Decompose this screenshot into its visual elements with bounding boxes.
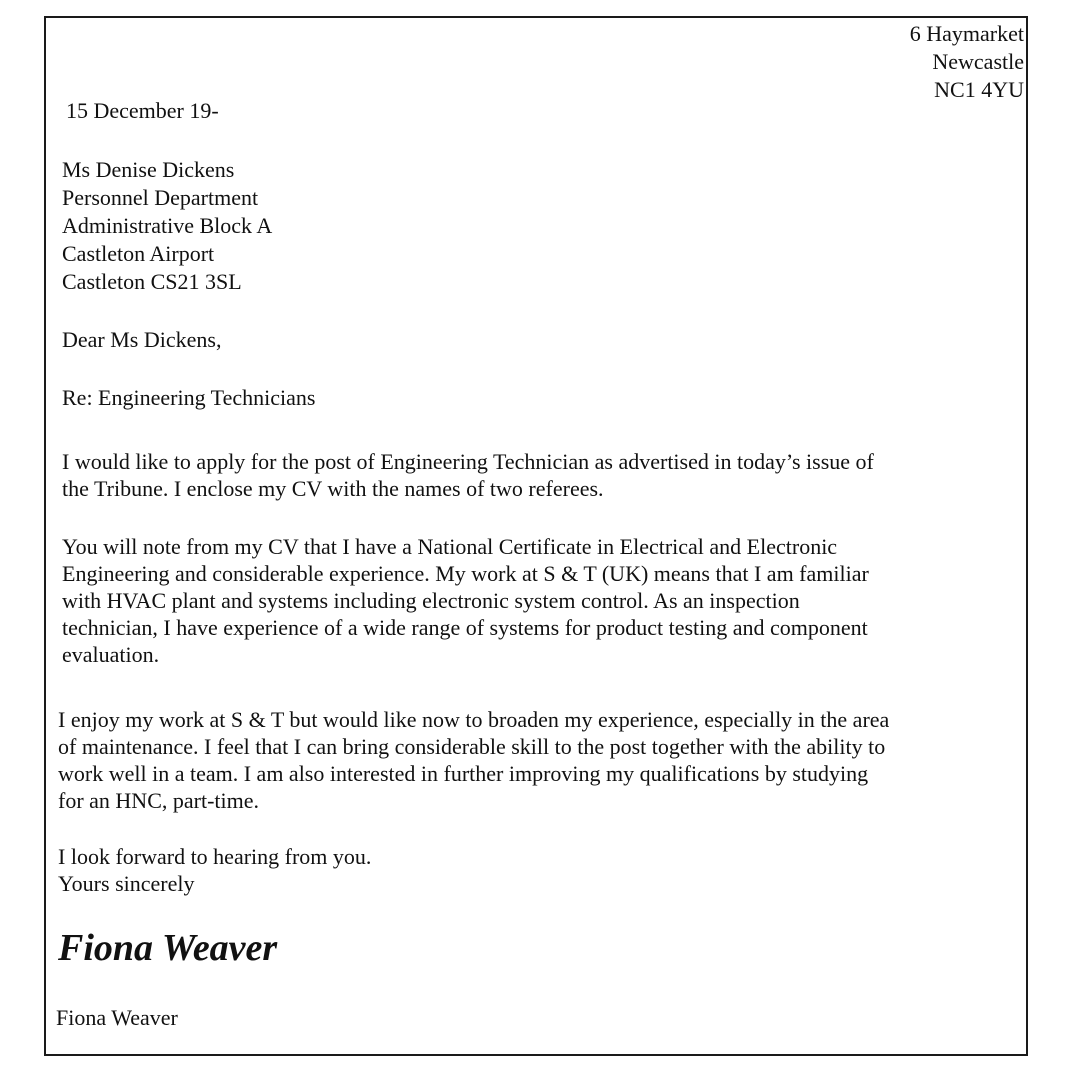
paragraph-application <box>62 448 874 502</box>
sender-address-line: 6 Haymarket <box>909 21 1024 46</box>
letter-date: 15 December 19- <box>66 98 219 123</box>
recipient-address-line: Castleton Airport <box>62 241 215 266</box>
sender-address-line: Newcastle <box>932 49 1024 74</box>
recipient-address-line: Castleton CS21 3SL <box>62 269 242 294</box>
paragraph-line: Engineering and considerable experience. My work at S & T (UK) means that I am familiar <box>62 561 869 586</box>
paragraph-line: evaluation. <box>62 642 160 667</box>
paragraph-line: I enjoy my work at S & T but would like now to broaden my experience, especially in the area <box>58 707 890 732</box>
printed-name: Fiona Weaver <box>56 1005 178 1030</box>
sender-address <box>910 20 1024 104</box>
valediction: Yours sincerely <box>58 871 195 896</box>
recipient-address-line: Ms Denise Dickens <box>62 157 235 182</box>
recipient-address <box>62 156 272 296</box>
paragraph-line: I would like to apply for the post of Engineering Technician as advertised in today’s issue of <box>62 449 874 474</box>
paragraph-experience <box>62 533 869 668</box>
paragraph-line: of maintenance. I feel that I can bring considerable skill to the post together with the ability to <box>58 734 886 759</box>
signature: Fiona Weaver <box>58 927 278 969</box>
recipient-address-line: Personnel Department <box>62 185 259 210</box>
paragraph-line: for an HNC, part-time. <box>58 788 259 813</box>
paragraph-line: the Tribune. I enclose my CV with the names of two referees. <box>62 476 604 501</box>
sender-address-line: NC1 4YU <box>934 77 1024 102</box>
closing-line: I look forward to hearing from you. <box>58 844 372 869</box>
paragraph-line: work well in a team. I am also interested in further improving my qualifications by studying <box>58 761 869 786</box>
recipient-address-line: Administrative Block A <box>62 213 273 238</box>
paragraph-line: with HVAC plant and systems including electronic system control. As an inspection <box>62 588 800 613</box>
paragraph-line: technician, I have experience of a wide range of systems for product testing and component <box>62 615 868 640</box>
paragraph-motivation <box>58 706 889 814</box>
paragraph-line: You will note from my CV that I have a National Certificate in Electrical and Electronic <box>62 534 838 559</box>
subject-line: Re: Engineering Technicians <box>62 385 316 410</box>
salutation: Dear Ms Dickens, <box>62 327 222 352</box>
